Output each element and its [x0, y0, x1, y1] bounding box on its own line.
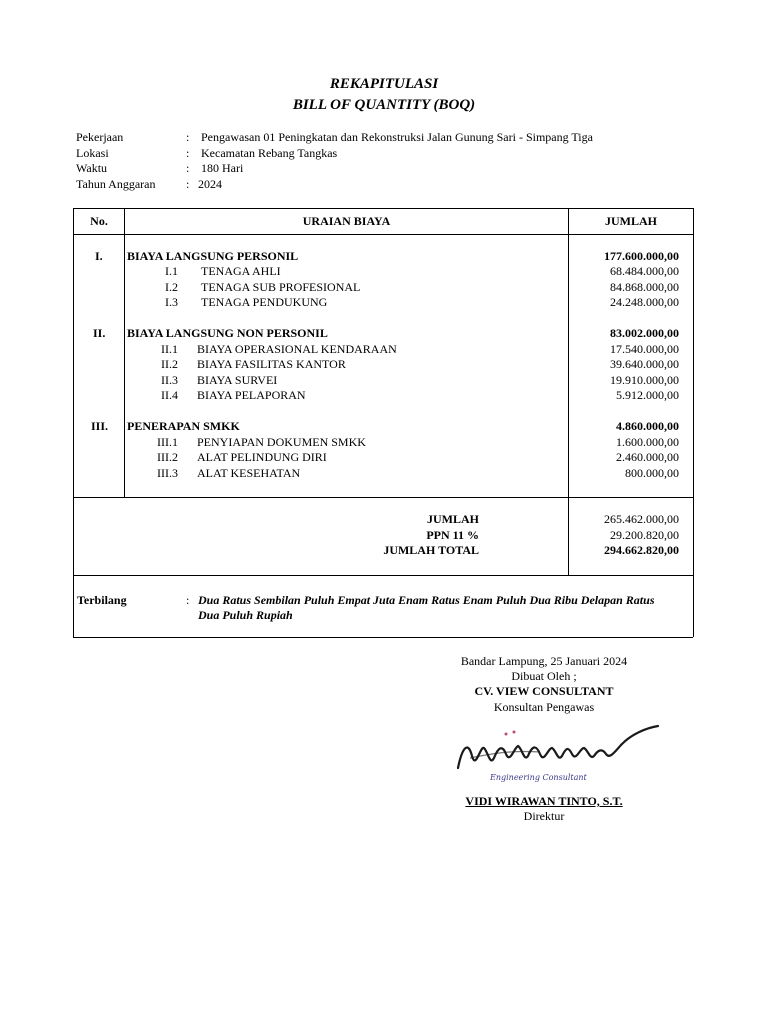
item-code: III.2	[157, 450, 178, 464]
signature-image	[450, 718, 665, 788]
item-amount: 2.460.000,00	[616, 450, 679, 464]
item-label: ALAT KESEHATAN	[197, 466, 301, 480]
item-code: I.3	[165, 295, 178, 309]
item-amount: 24.248.000,00	[610, 295, 679, 309]
info-value-tahun: 2024	[198, 177, 222, 191]
item-code: III.3	[157, 466, 178, 480]
item-code: I.1	[165, 264, 178, 278]
item-amount: 19.910.000,00	[610, 373, 679, 387]
item-label: BIAYA FASILITAS KANTOR	[197, 357, 346, 371]
total-label-grand: JUMLAH TOTAL	[383, 543, 479, 557]
total-amount-jumlah: 265.462.000,00	[604, 512, 679, 526]
item-amount: 1.600.000,00	[616, 435, 679, 449]
terbilang-text-line2: Dua Puluh Rupiah	[198, 608, 293, 622]
item-code: I.2	[165, 280, 178, 294]
item-label: TENAGA PENDUKUNG	[201, 295, 328, 309]
info-sep: :	[186, 177, 190, 191]
item-label: BIAYA OPERASIONAL KENDARAAN	[197, 342, 397, 356]
item-code: II.2	[161, 357, 178, 371]
item-label: PENYIAPAN DOKUMEN SMKK	[197, 435, 366, 449]
info-value-waktu: 180 Hari	[201, 161, 244, 175]
header-uraian: URAIAN BIAYA	[302, 214, 391, 228]
info-value-pekerjaan: Pengawasan 01 Peningkatan dan Rekonstruksi Jalan Gunung Sari - Simpang Tiga	[201, 130, 593, 144]
signatory-position: Direktur	[523, 809, 565, 823]
info-value-lokasi: Kecamatan Rebang Tangkas	[201, 146, 338, 160]
section-amount: 83.002.000,00	[610, 326, 679, 340]
item-code: II.4	[161, 388, 178, 402]
document-subtitle: BILL OF QUANTITY (BOQ)	[292, 97, 476, 113]
table-border-right	[693, 208, 694, 637]
section-no: III.	[91, 419, 109, 433]
item-label: BIAYA PELAPORAN	[197, 388, 306, 402]
company-name: CV. VIEW CONSULTANT	[474, 684, 614, 698]
info-sep: :	[186, 146, 190, 160]
table-col-divider-no	[124, 208, 125, 497]
item-label: TENAGA SUB PROFESIONAL	[201, 280, 361, 294]
item-label: BIAYA SURVEI	[197, 373, 278, 387]
place-date: Bandar Lampung, 25 Januari 2024	[460, 654, 628, 668]
item-amount: 800.000,00	[625, 466, 679, 480]
terbilang-sep: :	[186, 593, 190, 607]
section-title: BIAYA LANGSUNG NON PERSONIL	[127, 326, 328, 340]
total-amount-grand: 294.662.820,00	[604, 543, 679, 557]
total-label-jumlah: JUMLAH	[427, 512, 479, 526]
section-no: I.	[95, 249, 103, 263]
section-amount: 4.860.000,00	[616, 419, 679, 433]
item-amount: 68.484.000,00	[610, 264, 679, 278]
table-border-left	[73, 208, 74, 637]
terbilang-label: Terbilang	[77, 593, 127, 607]
total-amount-ppn: 29.200.820,00	[610, 528, 679, 542]
section-title: BIAYA LANGSUNG PERSONIL	[127, 249, 299, 263]
stamp-text: Engineering Consultant	[490, 773, 587, 782]
table-header-divider	[73, 234, 693, 235]
signatory-name: VIDI WIRAWAN TINTO, S.T.	[465, 794, 623, 808]
item-code: II.1	[161, 342, 178, 356]
info-sep: :	[186, 161, 190, 175]
table-totals-divider	[73, 575, 693, 576]
info-label-lokasi: Lokasi	[76, 146, 109, 160]
info-sep: :	[186, 130, 190, 144]
item-amount: 5.912.000,00	[616, 388, 679, 402]
document-title: REKAPITULASI	[329, 76, 439, 92]
info-label-tahun: Tahun Anggaran	[76, 177, 156, 191]
item-code: II.3	[161, 373, 178, 387]
total-label-ppn: PPN 11 %	[426, 528, 479, 542]
table-body-divider	[73, 497, 693, 498]
item-code: III.1	[157, 435, 178, 449]
item-amount: 17.540.000,00	[610, 342, 679, 356]
terbilang-text-line1: Dua Ratus Sembilan Puluh Empat Juta Enam Ratus Enam Puluh Dua Ribu Delapan Ratus	[198, 593, 655, 607]
company-role: Konsultan Pengawas	[493, 700, 595, 714]
header-jumlah: JUMLAH	[605, 214, 657, 228]
item-amount: 39.640.000,00	[610, 357, 679, 371]
section-amount: 177.600.000,00	[604, 249, 679, 263]
section-no: II.	[93, 326, 106, 340]
made-by: Dibuat Oleh ;	[511, 669, 577, 683]
section-title: PENERAPAN SMKK	[127, 419, 240, 433]
item-label: ALAT PELINDUNG DIRI	[197, 450, 327, 464]
info-label-pekerjaan: Pekerjaan	[76, 130, 124, 144]
info-label-waktu: Waktu	[76, 161, 108, 175]
header-no: No.	[90, 214, 108, 228]
table-border-bottom	[73, 637, 693, 638]
item-label: TENAGA AHLI	[201, 264, 281, 278]
item-amount: 84.868.000,00	[610, 280, 679, 294]
table-border-top	[73, 208, 693, 209]
